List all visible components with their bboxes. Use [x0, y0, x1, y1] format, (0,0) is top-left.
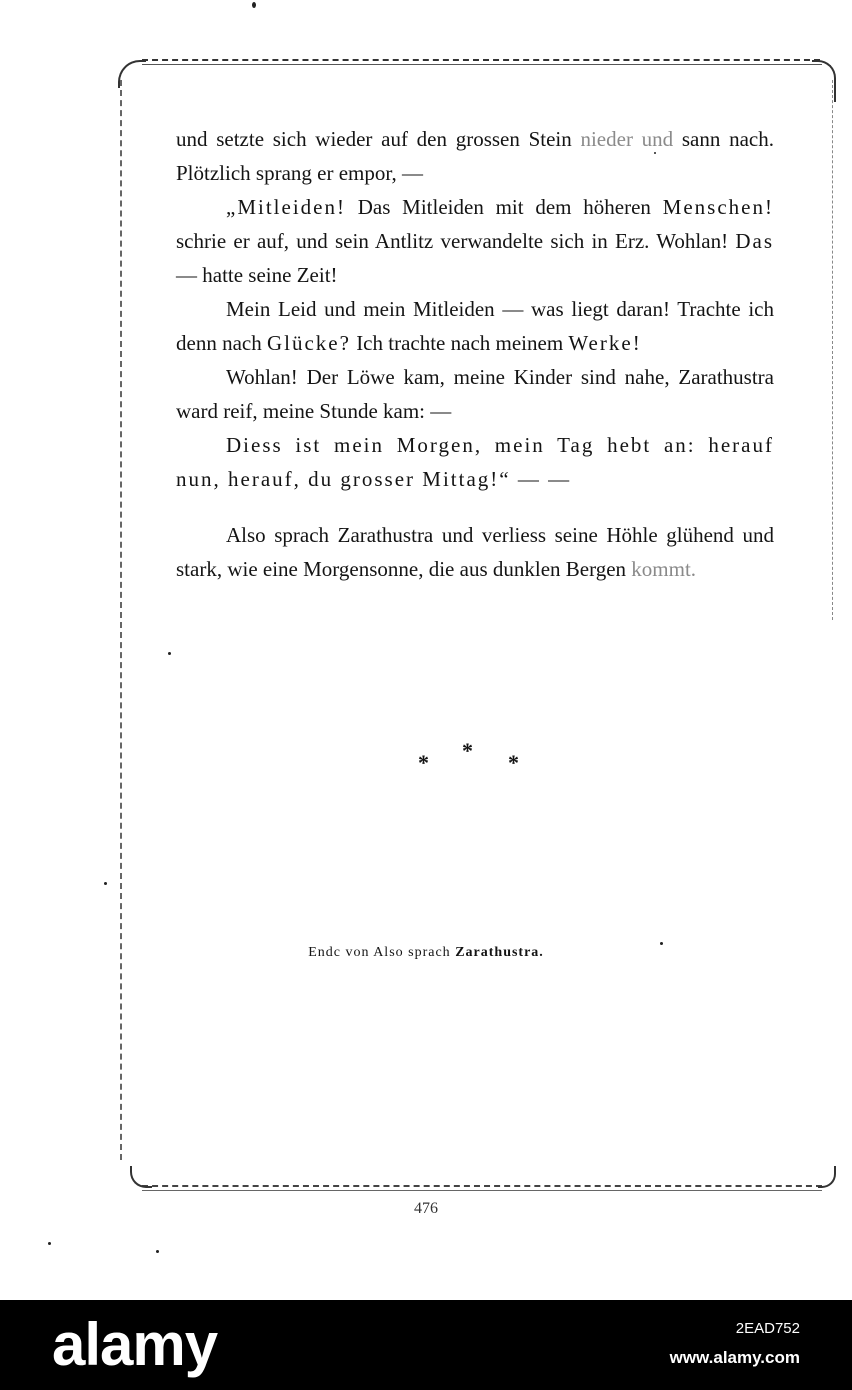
text-segment: Werke! — [568, 331, 642, 355]
text-segment: kommt. — [631, 557, 697, 581]
closing-name: Zarathustra. — [455, 945, 544, 960]
text-segment: Wohlan! Der Löwe kam, meine Kinder sind nahe, Zarathustra ward reif, meine Stunde kam: — — [176, 365, 774, 423]
section-ornament — [410, 738, 530, 778]
ink-speck — [252, 2, 256, 8]
frame-border-right — [832, 80, 833, 620]
alamy-logo: alamy — [52, 1311, 218, 1378]
frame-border-left — [120, 80, 122, 1160]
text-segment: Also sprach Zarathustra und verliess seine Höhle glühend und stark, wie eine Morgensonne, die aus dunklen Bergen — [176, 523, 774, 581]
text-segment: — hatte seine Zeit! — [176, 263, 338, 287]
paragraph — [176, 518, 774, 586]
watermark-bar — [0, 1300, 852, 1390]
closing-prefix: Endc von — [308, 945, 370, 960]
ink-speck — [156, 1250, 159, 1253]
ornament-star: * — [418, 750, 429, 775]
closing-title: Also sprach — [373, 945, 451, 960]
text-segment: Diess ist mein Morgen, mein Tag hebt an: herauf nun, herauf, du grosser Mittag!“ — — — [176, 433, 774, 491]
frame-corner-bottom-left — [130, 1166, 152, 1188]
ink-speck — [168, 652, 171, 655]
paragraph-gap — [176, 496, 774, 518]
text-segment: Menschen! — [662, 195, 774, 219]
paragraph — [176, 190, 774, 292]
body-text — [176, 122, 774, 586]
frame-border-top-inner — [142, 64, 822, 65]
page-number: 476 — [414, 1200, 438, 1217]
frame-corner-bottom-right — [818, 1166, 836, 1188]
frame-corner-top-left — [118, 60, 146, 88]
image-id: 2EAD752 — [735, 1320, 800, 1337]
text-segment: Das Mitleiden mit dem höheren — [345, 195, 663, 219]
text-segment: sann nach. Plötzlich sprang er empor, — — [176, 127, 774, 185]
frame-border-bottom-inner — [142, 1190, 822, 1191]
paragraph — [176, 292, 774, 360]
text-segment: Mein Leid und mein Mitleiden — was liegt daran! Trachte ich denn nach — [176, 297, 774, 355]
frame-border-top — [142, 59, 820, 61]
closing-line — [0, 945, 852, 961]
paragraph — [176, 122, 774, 190]
text-segment: und setzte sich wieder auf den grossen Stein — [176, 127, 581, 151]
paragraph — [176, 428, 774, 496]
text-segment: Das — [735, 229, 774, 253]
frame-border-bottom — [142, 1185, 822, 1187]
paragraph — [176, 360, 774, 428]
site-url: www.alamy.com — [669, 1348, 800, 1367]
ornament-star: * — [462, 738, 473, 763]
text-segment: Ich trachte nach meinem — [350, 331, 569, 355]
ink-speck — [48, 1242, 51, 1245]
text-segment: schrie er auf, und sein Antlitz verwandelte sich in Erz. Wohlan! — [176, 229, 736, 253]
text-segment: nieder und — [580, 127, 674, 151]
ornament-star: * — [508, 750, 519, 775]
text-segment: „Mitleiden! — [226, 195, 346, 219]
ink-speck — [104, 882, 107, 885]
text-segment: Glücke? — [266, 331, 351, 355]
